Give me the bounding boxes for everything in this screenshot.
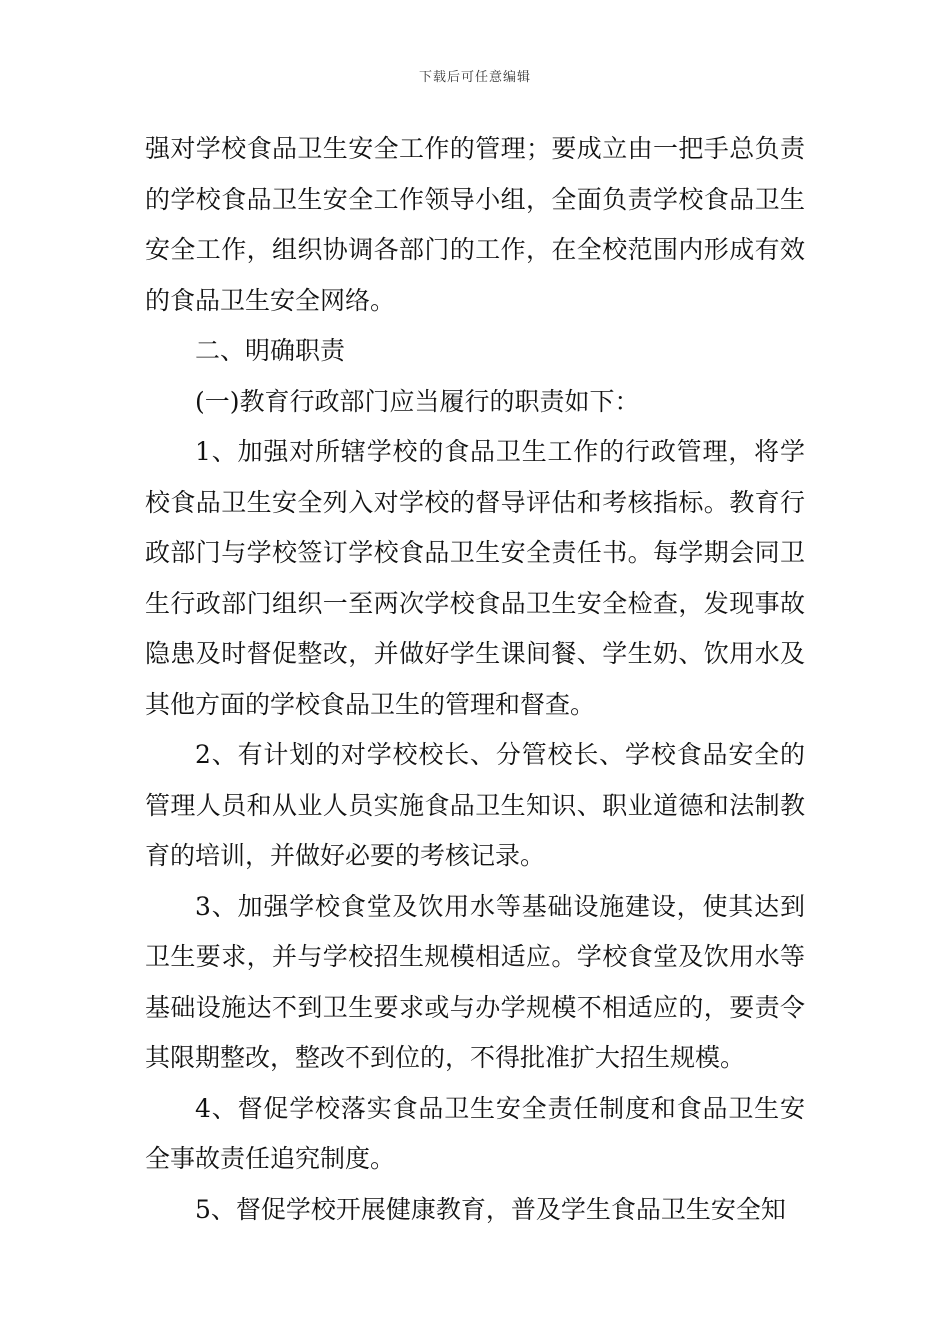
document-body [145,124,805,1235]
header-note: 下载后可任意编辑 [418,70,531,85]
paragraph-item-5: 5、督促学校开展健康教育，普及学生食品卫生安全知 [195,1194,786,1224]
paragraph-item-2: 2、有计划的对学校校长、分管校长、学校食品安全的管理人员和从业人员实施食品卫生知识、职业道德和法制教育的培训，并做好必要的考核记录。 [145,740,805,870]
paragraph-continued: 强对学校食品卫生安全工作的管理；要成立由一把手总负责的学校食品卫生安全工作领导小组，全面负责学校食品卫生安全工作，组织协调各部门的工作，在全校范围内形成有效的食品卫生安全网络。 [145,134,805,315]
paragraph-item-3: 3、加强学校食堂及饮用水等基础设施建设，使其达到卫生要求，并与学校招生规模相适应。学校食堂及饮用水等基础设施达不到卫生要求或与办学规模不相适应的，要责令其限期整改，整改不到位的，不得批准扩大招生规模。 [145,891,805,1072]
paragraph-item-4: 4、督促学校落实食品卫生安全责任制度和食品卫生安全事故责任追究制度。 [145,1093,805,1173]
section-heading-responsibilities: 二、明确职责 [195,336,346,365]
paragraph-item-1: 1、加强对所辖学校的食品卫生工作的行政管理，将学校食品卫生安全列入对学校的督导评估和考核指标。教育行政部门与学校签订学校食品卫生安全责任书。每学期会同卫生行政部门组织一至两次学校食品卫生安全检查，发现事故隐患及时督促整改，并做好学生课间餐、学生奶、饮用水及其他方面的学校食品卫生的管理和督查。 [145,437,805,719]
subsection-heading-education-dept: (一)教育行政部门应当履行的职责如下： [195,386,640,416]
